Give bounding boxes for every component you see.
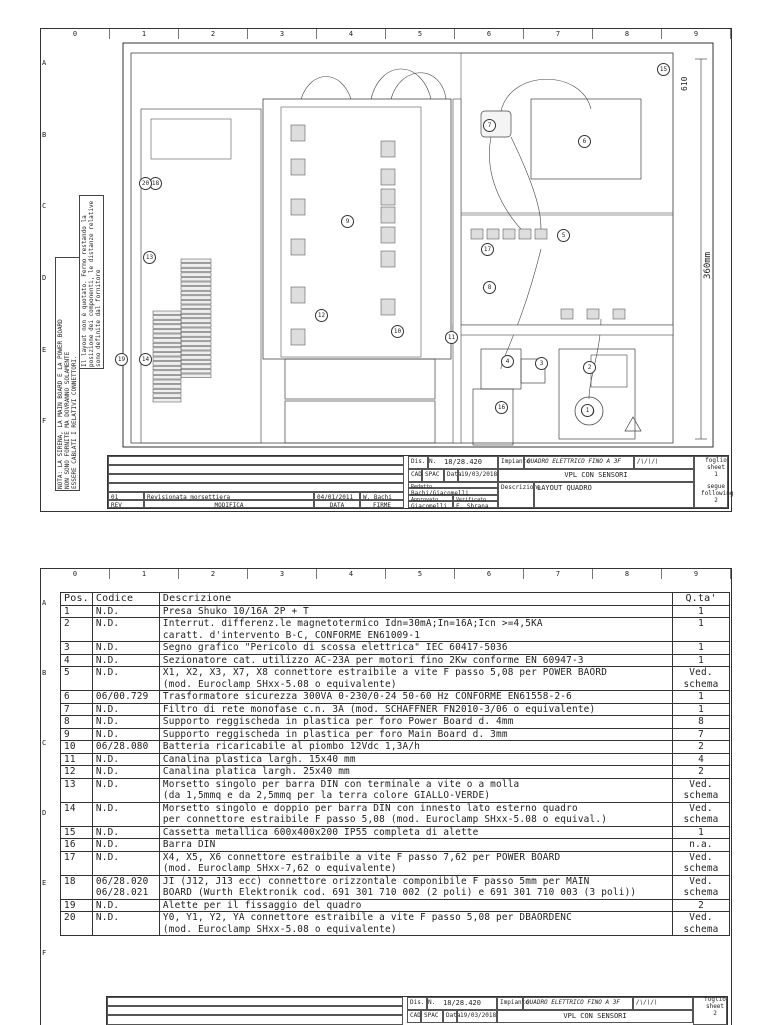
verificato-label: Verificato (453, 495, 498, 501)
note-layout-line-1: Il layout non è quotato. Fermo restando la (81, 215, 88, 367)
bom-descrizione (159, 851, 672, 875)
note-main-line-2: NON SONO FORNITE MA DOVRANNO SOLAMENTE (64, 351, 71, 489)
ruler-row-label: C (42, 202, 47, 211)
bom-descrizione (159, 839, 672, 852)
bom-codice: N.D. (92, 778, 159, 802)
bom-codice: 06/00.729 (92, 691, 159, 704)
ruler-column-label: 9 (662, 29, 731, 39)
bom-codice: 06/28.020 06/28.021 (92, 875, 159, 899)
callout-17: 17 (481, 243, 494, 256)
bom-codice: N.D. (92, 642, 159, 655)
bom-codice: N.D. (92, 839, 159, 852)
dis-n-label-2: Dis. N. (407, 997, 427, 1010)
bom-codice: N.D. (92, 912, 159, 936)
note-main-line-1: NOTA: LA SIRENA, LA MAIN BOARD E LA POWER BOARD (57, 319, 64, 489)
bom-pos: 8 (61, 716, 93, 729)
bom-pos: 14 (61, 802, 93, 826)
bom-descrizione (159, 753, 672, 766)
bom-row (61, 851, 730, 875)
bom-desc-line: Barra DIN (162, 839, 216, 850)
redatto-label: Redatto (408, 482, 498, 488)
bom-codice: N.D. (92, 618, 159, 642)
ruler-column-label: 5 (386, 29, 455, 39)
ruler-column-label: 6 (455, 29, 524, 39)
approvato-label: Approvato (408, 495, 453, 501)
bom-qta: n.a. (673, 839, 730, 852)
dimension-height-label: 360mm (703, 251, 713, 279)
bom-qta: Ved. schema (673, 875, 730, 899)
bom-desc-line: Alette per il fissaggio del quadro (162, 899, 362, 911)
dimension-width-label: 610 (680, 76, 689, 91)
bom-header-descrizione: Descrizione (159, 593, 672, 606)
ruler-column-label: 3 (248, 29, 317, 39)
bom-desc-line: (mod. Euroclamp SHxx-7,62 o equivalente) (162, 863, 397, 874)
ruler-row-label: E (42, 345, 47, 354)
ruler-row-label: A (42, 59, 47, 67)
bom-desc-line: Segno grafico "Pericolo di scossa elettrica" IEC 60417-5036 (162, 642, 508, 653)
cad-value: SPAC (422, 469, 444, 482)
foglio-value-2: 2 (713, 1010, 717, 1017)
bill-of-materials (60, 592, 730, 936)
column-ruler-top-2 (41, 569, 731, 579)
impianto-label: Impianto (498, 456, 524, 469)
bom-row (61, 642, 730, 655)
subtitle-value: VPL CON SENSORI (498, 469, 694, 482)
bom-desc-line: per connettore estraibile F passo 5,08 (mod. Euroclamp SHxx-5.08 o equival.) (162, 814, 608, 825)
ruler-row-label: F (42, 417, 47, 426)
ruler-column-label: 3 (248, 569, 317, 579)
bom-codice: N.D. (92, 766, 159, 779)
row-ruler-left-2 (41, 579, 51, 999)
bom-desc-line: Supporto reggischeda in plastica per foro Power Board d. 4mm (162, 716, 514, 727)
ruler-row-label: F (42, 949, 47, 957)
bom-header-pos: Pos. (61, 593, 93, 606)
bom-row (61, 826, 730, 839)
bom-pos: 18 (61, 875, 93, 899)
bom-descrizione (159, 654, 672, 667)
title-block-2 (106, 996, 728, 1025)
bom-qta: 1 (673, 654, 730, 667)
data-value: 19/03/2018 (458, 469, 498, 482)
bom-desc-line: (mod. Euroclamp SHxx-5.08 o equivalente) (162, 678, 397, 690)
bom-pos: 10 (61, 741, 93, 754)
bom-qta: 1 (673, 618, 730, 642)
bom-desc-line: (mod. Euroclamp SHxx-5.08 o equivalente) (162, 923, 397, 935)
ruler-column-label: 1 (110, 29, 179, 39)
signatures-2: /\/\/\ (633, 997, 693, 1010)
bom-descrizione (159, 618, 672, 642)
bom-desc-line: Morsetto singolo per barra DIN con terminale a vite o a molla (162, 778, 520, 790)
bom-pos: 15 (61, 826, 93, 839)
ruler-column-label: 8 (593, 569, 662, 579)
bom-codice: N.D. (92, 728, 159, 741)
bom-row (61, 875, 730, 899)
ruler-row-label: D (42, 809, 47, 817)
bom-row (61, 912, 730, 936)
bom-desc-line: Cassetta metallica 600x400x200 IP55 completa di alette (162, 826, 479, 838)
rev-row-firme: W. Bachi (360, 492, 404, 500)
bom-pos: 16 (61, 839, 93, 852)
ruler-column-label: 0 (41, 29, 110, 39)
impianto-value: QUADRO ELETTRICO FINO A 3F (524, 456, 634, 469)
bom-qta: 2 (673, 766, 730, 779)
bom-qta: 1 (673, 642, 730, 655)
bom-pos: 12 (61, 766, 93, 779)
note-layout-line-2: posizione dei componenti, le distanze relative (88, 200, 95, 367)
bom-desc-line: Batteria ricaricabile al piombo 12Vdc 1,3A/h (162, 741, 421, 752)
bom-pos: 9 (61, 728, 93, 741)
col-data: DATA (314, 500, 360, 508)
bom-codice: N.D. (92, 802, 159, 826)
note-main-line-3: ESSERE CABLATI I RELATIVI CONNETTORI. (71, 355, 78, 489)
bom-desc-line: (da 1,5mmq e da 2,5mmq per la terra colore GIALLO-VERDE) (162, 790, 491, 801)
ruler-column-label: 9 (662, 569, 731, 579)
bom-desc-line: Presa Shuko 10/16A 2P + T (162, 605, 309, 617)
bom-pos: 4 (61, 654, 93, 667)
bom-desc-line: Sezionatore cat. utilizzo AC-23A per motori fino 2Kw conforme EN 60947-3 (162, 654, 584, 666)
bom-row (61, 691, 730, 704)
approvato-value: Giacomelli (408, 501, 453, 508)
bom-row (61, 802, 730, 826)
descrizione-value: LAYOUT QUADRO (534, 482, 694, 508)
foglio-label: foglio sheet (705, 457, 727, 471)
callout-15: 15 (657, 63, 670, 76)
col-modifica: MODIFICA (144, 500, 314, 508)
bom-qta: 1 (673, 703, 730, 716)
cad-label: CAD (408, 469, 422, 482)
bom-qta: 2 (673, 899, 730, 912)
callout-8: 8 (483, 281, 496, 294)
ruler-column-label: 6 (455, 569, 524, 579)
drawing-sheet-1 (40, 28, 732, 512)
bom-header-qta: Q.ta' (673, 593, 730, 606)
ruler-column-label: 7 (524, 29, 593, 39)
bom-desc-line: BOARD (Wurth Elektronik cod. 691 301 710 002 (2 poli) e 691 301 710 003 (3 poli)) (162, 887, 637, 898)
callout-5: 5 (557, 229, 570, 242)
ruler-row-label: B (42, 130, 47, 139)
bom-qta: Ved. schema (673, 912, 730, 936)
bom-desc-line: Interrut. differenz.le magnetotermico Idn=30mA;In=16A;Icn >=4,5KA (162, 618, 543, 629)
bom-pos: 6 (61, 691, 93, 704)
ruler-column-label: 2 (179, 569, 248, 579)
ruler-column-label: 4 (317, 569, 386, 579)
callout-19: 19 (115, 353, 128, 366)
callout-4: 4 (501, 355, 514, 368)
verificato-value: F. Sbrana (453, 501, 498, 508)
bom-descrizione (159, 899, 672, 912)
subtitle-value-2: VPL CON SENSORI (497, 1010, 693, 1023)
cad-label-2: CAD (407, 1010, 421, 1023)
bom-pos: 2 (61, 618, 93, 642)
descrizione-label: Descrizione (498, 482, 534, 508)
bom-desc-line: X1, X2, X3, X7, X8 connettore estraibile a vite F passo 5,08 per POWER BAORD (162, 667, 608, 678)
bom-qta: 2 (673, 741, 730, 754)
bom-descrizione (159, 716, 672, 729)
ruler-column-label: 2 (179, 29, 248, 39)
bom-qta: Ved. schema (673, 778, 730, 802)
bom-codice: N.D. (92, 716, 159, 729)
bom-row (61, 716, 730, 729)
bom-desc-line: JI (J12, J13 ecc) connettore orizzontale componibile F passo 5mm per MAIN (162, 875, 590, 887)
bom-codice: N.D. (92, 703, 159, 716)
dis-n-value: 18/28.420 (428, 456, 498, 469)
callout-14: 14 (139, 353, 152, 366)
bom-pos: 20 (61, 912, 93, 936)
bom-descrizione (159, 741, 672, 754)
callout-18: 18 (149, 177, 162, 190)
bom-row (61, 605, 730, 618)
callout-2: 2 (583, 361, 596, 374)
ruler-row-label: D (42, 274, 47, 282)
bom-codice: N.D. (92, 753, 159, 766)
bom-qta: 1 (673, 691, 730, 704)
bom-descrizione (159, 667, 672, 691)
bom-desc-line: Y0, Y1, Y2, YA connettore estraibile a vite F passo 5,08 per DBAORDENC (162, 912, 572, 923)
bom-descrizione (159, 778, 672, 802)
note-layout-box (79, 195, 104, 369)
ruler-row-label: B (42, 669, 47, 677)
bom-pos: 7 (61, 703, 93, 716)
bom-codice: N.D. (92, 826, 159, 839)
ruler-column-label: 0 (41, 569, 110, 579)
ruler-row-label: C (42, 739, 47, 747)
bom-descrizione (159, 703, 672, 716)
bom-descrizione (159, 826, 672, 839)
bom-header-codice: Codice (92, 593, 159, 606)
foglio-value: 1 (714, 471, 718, 478)
bom-desc-line: Morsetto singolo e doppio per barra DIN con innesto lato esterno quadro (162, 802, 578, 814)
cad-value-2: SPAC (421, 1010, 443, 1023)
bom-row (61, 899, 730, 912)
data-label-2: Data (443, 1010, 457, 1023)
ruler-column-label: 5 (386, 569, 455, 579)
bom-desc-line: Trasformatore sicurezza 300VA 0-230/0-24 50-60 Hz CONFORME EN61558-2-6 (162, 691, 572, 702)
bom-row (61, 703, 730, 716)
bom-desc-line: Supporto reggischeda in plastica per foro Main Board d. 3mm (162, 728, 508, 740)
callout-9: 9 (341, 215, 354, 228)
bom-desc-line: X4, X5, X6 connettore estraibile a vite F passo 7,62 per POWER BOARD (162, 851, 561, 863)
bom-codice: N.D. (92, 667, 159, 691)
rev-row-rev: 01 (108, 492, 144, 500)
bom-row (61, 753, 730, 766)
bom-row (61, 741, 730, 754)
note-layout-line-3: sono definite dal fornitore (95, 269, 102, 367)
ruler-column-label: 1 (110, 569, 179, 579)
bom-qta: 4 (673, 753, 730, 766)
bom-pos: 11 (61, 753, 93, 766)
bom-row (61, 778, 730, 802)
bom-codice: N.D. (92, 851, 159, 875)
ruler-column-label: 8 (593, 29, 662, 39)
bom-descrizione (159, 642, 672, 655)
bom-descrizione (159, 728, 672, 741)
bom-row (61, 839, 730, 852)
bom-qta: Ved. schema (673, 851, 730, 875)
dis-n-label: Dis. N. (408, 456, 428, 469)
bom-pos: 13 (61, 778, 93, 802)
panel-layout-drawing (41, 29, 734, 511)
callout-10: 10 (391, 325, 404, 338)
rev-row-data: 04/01/2011 (314, 492, 360, 500)
impianto-label-2: Impianto (497, 997, 523, 1010)
bom-row (61, 618, 730, 642)
bom-descrizione (159, 605, 672, 618)
bom-pos: 17 (61, 851, 93, 875)
bom-descrizione (159, 766, 672, 779)
callout-3: 3 (535, 357, 548, 370)
rev-row-modifica: Revisionata morsettiera (144, 492, 314, 500)
bom-row (61, 728, 730, 741)
bom-descrizione (159, 875, 672, 899)
callout-7: 7 (483, 119, 496, 132)
bom-qta: 1 (673, 605, 730, 618)
title-block-1 (107, 455, 734, 510)
bom-qta: 8 (673, 716, 730, 729)
bom-pos: 1 (61, 605, 93, 618)
bom-qta: 1 (673, 826, 730, 839)
callout-13: 13 (143, 251, 156, 264)
callout-1: 1 (581, 404, 594, 417)
bom-desc-line: Canalina platica largh. 25x40 mm (162, 766, 350, 777)
bom-descrizione (159, 802, 672, 826)
segue-value: 2 (714, 497, 718, 504)
callout-16: 16 (495, 401, 508, 414)
data-label: Data (444, 469, 458, 482)
bom-codice: 06/28.080 (92, 741, 159, 754)
bom-pos: 19 (61, 899, 93, 912)
data-value-2: 19/03/2018 (457, 1010, 497, 1023)
bom-qta: 7 (673, 728, 730, 741)
impianto-value-2: QUADRO ELETTRICO FINO A 3F (523, 997, 633, 1010)
ruler-column-label: 4 (317, 29, 386, 39)
ruler-row-label: E (42, 879, 47, 887)
bom-qta: Ved. schema (673, 667, 730, 691)
bom-pos: 5 (61, 667, 93, 691)
bom-row (61, 654, 730, 667)
signatures: /\/\/\ (634, 456, 694, 469)
ruler-column-label: 7 (524, 569, 593, 579)
callout-11: 11 (445, 331, 458, 344)
bom-desc-line: Filtro di rete monofase c.n. 3A (mod. SCHAFFNER FN2010-3/06 o equivalente) (162, 703, 596, 715)
bom-codice: N.D. (92, 605, 159, 618)
bom-codice: N.D. (92, 899, 159, 912)
bom-desc-line: Canalina plastica largh. 15x40 mm (162, 753, 356, 765)
ruler-row-label: A (42, 599, 47, 607)
bom-row (61, 766, 730, 779)
bom-pos: 3 (61, 642, 93, 655)
segue-label: segue following (701, 483, 734, 497)
bom-qta: Ved. schema (673, 802, 730, 826)
bom-descrizione (159, 691, 672, 704)
note-main-box (55, 257, 80, 491)
redatto-value: Bachi/Giacomelli (408, 488, 498, 495)
dis-n-value-2: 18/28.420 (427, 997, 497, 1010)
callout-6: 6 (578, 135, 591, 148)
col-firme: FIRME (360, 500, 404, 508)
col-rev: REV (108, 500, 144, 508)
bom-descrizione (159, 912, 672, 936)
bom-codice: N.D. (92, 654, 159, 667)
bom-row (61, 667, 730, 691)
callout-12: 12 (315, 309, 328, 322)
callout-20: 20 (139, 177, 152, 190)
bom-desc-line: caratt. d'intervento B-C, CONFORME EN61009-1 (162, 629, 421, 641)
foglio-label-2: foglio sheet (704, 996, 726, 1010)
bom-header-row (61, 593, 730, 606)
